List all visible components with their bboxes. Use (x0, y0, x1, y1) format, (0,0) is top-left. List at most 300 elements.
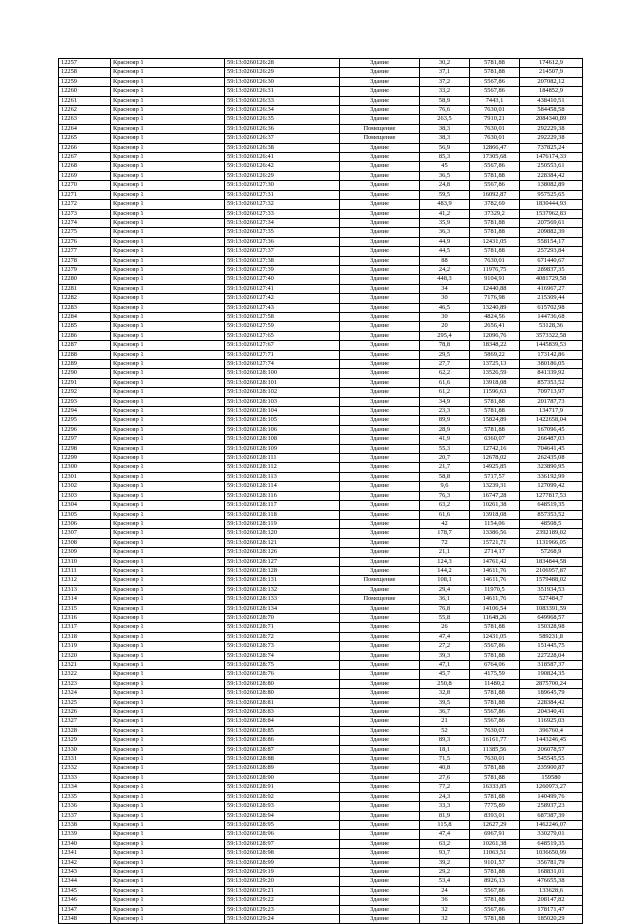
cadastral-value-cell: 206078,57 (520, 745, 583, 754)
cadastral-number-cell: 59:13:0260127:36 (225, 237, 340, 246)
unit-rate-cell: 14925,85 (470, 463, 520, 472)
area-cell: 78,8 (420, 341, 470, 350)
object-type-cell: Здание (340, 256, 420, 265)
unit-rate-cell: 2656,41 (470, 322, 520, 331)
row-number-cell: 12344 (59, 877, 111, 886)
cadastral-value-cell: 476655,38 (520, 877, 583, 886)
row-number-cell: 12325 (59, 698, 111, 707)
row-number-cell: 12265 (59, 134, 111, 143)
cadastral-number-cell: 59:13:0260127:42 (225, 294, 340, 303)
table-row (59, 651, 583, 660)
unit-rate-cell: 5781,88 (470, 171, 520, 180)
municipality-cell: Краснояр 1 (111, 425, 225, 434)
municipality-cell: Краснояр 1 (111, 350, 225, 359)
table-row (59, 134, 583, 143)
cadastral-value-cell: 53128,36 (520, 322, 583, 331)
area-cell: 23,3 (420, 407, 470, 416)
row-number-cell: 12336 (59, 802, 111, 811)
unit-rate-cell: 8393,01 (470, 811, 520, 820)
cadastral-value-cell: 671440,67 (520, 256, 583, 265)
area-cell: 32,8 (420, 689, 470, 698)
municipality-cell: Краснояр 1 (111, 322, 225, 331)
row-number-cell: 12314 (59, 595, 111, 604)
municipality-cell: Краснояр 1 (111, 623, 225, 632)
object-type-cell: Здание (340, 877, 420, 886)
area-cell: 88 (420, 256, 470, 265)
municipality-cell: Краснояр 1 (111, 783, 225, 792)
table-row (59, 839, 583, 848)
cadastral-number-cell: 59:13:0260128:92 (225, 792, 340, 801)
table-row (59, 247, 583, 256)
unit-rate-cell: 16747,28 (470, 491, 520, 500)
object-type-cell: Здание (340, 736, 420, 745)
object-type-cell: Здание (340, 416, 420, 425)
cadastral-value-cell: 215309,44 (520, 294, 583, 303)
row-number-cell: 12257 (59, 59, 111, 68)
unit-rate-cell: 14611,76 (470, 566, 520, 575)
cadastral-number-cell: 59:13:0260128:120 (225, 529, 340, 538)
table-row (59, 237, 583, 246)
cadastral-value-cell: 416967,27 (520, 284, 583, 293)
object-type-cell: Здание (340, 886, 420, 895)
table-row (59, 115, 583, 124)
area-cell: 41,9 (420, 435, 470, 444)
cadastral-value-cell: 57268,9 (520, 548, 583, 557)
municipality-cell: Краснояр 1 (111, 444, 225, 453)
area-cell: 36 (420, 896, 470, 905)
object-type-cell: Здание (340, 642, 420, 651)
table-row (59, 77, 583, 86)
cadastral-number-cell: 59:13:0260126:35 (225, 115, 340, 124)
cadastral-value-cell: 258937,23 (520, 802, 583, 811)
cadastral-value-cell: 1476174,33 (520, 153, 583, 162)
table-row (59, 867, 583, 876)
cadastral-value-cell: 150328,98 (520, 623, 583, 632)
municipality-cell: Краснояр 1 (111, 896, 225, 905)
cadastral-value-cell: 1422658,04 (520, 416, 583, 425)
table-row (59, 369, 583, 378)
table-row (59, 425, 583, 434)
row-number-cell: 12277 (59, 247, 111, 256)
cadastral-value-cell: 1260973,27 (520, 783, 583, 792)
row-number-cell: 12303 (59, 491, 111, 500)
cadastral-number-cell: 59:13:0260127:71 (225, 350, 340, 359)
area-cell: 21,7 (420, 463, 470, 472)
unit-rate-cell: 5567,86 (470, 162, 520, 171)
cadastral-number-cell: 59:13:0260128:106 (225, 425, 340, 434)
object-type-cell: Здание (340, 444, 420, 453)
cadastral-number-cell: 59:13:0260129:20 (225, 877, 340, 886)
object-type-cell: Здание (340, 265, 420, 274)
table-row (59, 143, 583, 152)
table-row (59, 914, 583, 923)
area-cell: 29,2 (420, 867, 470, 876)
object-type-cell: Здание (340, 341, 420, 350)
row-number-cell: 12315 (59, 604, 111, 613)
row-number-cell: 12305 (59, 510, 111, 519)
object-type-cell: Здание (340, 717, 420, 726)
area-cell: 448,3 (420, 275, 470, 284)
unit-rate-cell: 13526,59 (470, 369, 520, 378)
cadastral-value-cell: 227228,04 (520, 651, 583, 660)
table-row (59, 407, 583, 416)
municipality-cell: Краснояр 1 (111, 802, 225, 811)
row-number-cell: 12319 (59, 642, 111, 651)
row-number-cell: 12307 (59, 529, 111, 538)
object-type-cell: Здание (340, 472, 420, 481)
cadastral-number-cell: 59:13:0260127:30 (225, 181, 340, 190)
cadastral-value-cell: 527484,7 (520, 595, 583, 604)
municipality-cell: Краснояр 1 (111, 256, 225, 265)
row-number-cell: 12312 (59, 576, 111, 585)
unit-rate-cell: 11976,75 (470, 265, 520, 274)
cadastral-value-cell: 235900,87 (520, 764, 583, 773)
object-type-cell: Здание (340, 867, 420, 876)
unit-rate-cell: 5781,88 (470, 792, 520, 801)
row-number-cell: 12275 (59, 228, 111, 237)
table-row (59, 510, 583, 519)
unit-rate-cell: 5567,86 (470, 717, 520, 726)
area-cell: 45,7 (420, 670, 470, 679)
cadastral-number-cell: 59:13:0260127:31 (225, 190, 340, 199)
cadastral-number-cell: 59:13:0260127:41 (225, 284, 340, 293)
object-type-cell: Здание (340, 369, 420, 378)
table-row (59, 200, 583, 209)
cadastral-number-cell: 59:13:0260128:116 (225, 491, 340, 500)
table-row (59, 388, 583, 397)
cadastral-value-cell: 841339,92 (520, 369, 583, 378)
unit-rate-cell: 5781,88 (470, 764, 520, 773)
object-type-cell: Здание (340, 247, 420, 256)
municipality-cell: Краснояр 1 (111, 538, 225, 547)
table-row (59, 529, 583, 538)
cadastral-number-cell: 59:13:0260127:40 (225, 275, 340, 284)
object-type-cell: Помещение (340, 124, 420, 133)
cadastral-value-cell: 207082,12 (520, 77, 583, 86)
table-row (59, 595, 583, 604)
area-cell: 20,7 (420, 454, 470, 463)
object-type-cell: Здание (340, 585, 420, 594)
municipality-cell: Краснояр 1 (111, 557, 225, 566)
municipality-cell: Краснояр 1 (111, 482, 225, 491)
unit-rate-cell: 5567,86 (470, 708, 520, 717)
area-cell: 40,8 (420, 764, 470, 773)
area-cell: 29,4 (420, 585, 470, 594)
table-row (59, 717, 583, 726)
municipality-cell: Краснояр 1 (111, 764, 225, 773)
cadastral-value-cell: 857353,52 (520, 510, 583, 519)
cadastral-number-cell: 59:13:0260128:94 (225, 811, 340, 820)
table-row (59, 171, 583, 180)
area-cell: 58,9 (420, 96, 470, 105)
object-type-cell: Здание (340, 914, 420, 923)
cadastral-value-cell: 589231,8 (520, 632, 583, 641)
cadastral-number-cell: 59:13:0260128:85 (225, 726, 340, 735)
unit-rate-cell: 5781,88 (470, 407, 520, 416)
unit-rate-cell: 11063,51 (470, 849, 520, 858)
municipality-cell: Краснояр 1 (111, 416, 225, 425)
object-type-cell: Здание (340, 689, 420, 698)
row-number-cell: 12292 (59, 388, 111, 397)
cadastral-number-cell: 59:13:0260128:87 (225, 745, 340, 754)
cadastral-value-cell: 1277817,53 (520, 491, 583, 500)
table-row (59, 849, 583, 858)
object-type-cell: Здание (340, 463, 420, 472)
table-row (59, 275, 583, 284)
cadastral-value-cell: 289837,35 (520, 265, 583, 274)
cadastral-number-cell: 59:13:0260128:103 (225, 397, 340, 406)
row-number-cell: 12333 (59, 773, 111, 782)
municipality-cell: Краснояр 1 (111, 905, 225, 914)
table-body (59, 59, 583, 924)
area-cell: 44,5 (420, 247, 470, 256)
municipality-cell: Краснояр 1 (111, 651, 225, 660)
property-register-table (58, 58, 583, 924)
municipality-cell: Краснояр 1 (111, 463, 225, 472)
cadastral-value-cell: 615702,98 (520, 303, 583, 312)
table-row (59, 613, 583, 622)
cadastral-value-cell: 1036650,99 (520, 849, 583, 858)
cadastral-value-cell: 380186,05 (520, 360, 583, 369)
cadastral-value-cell: 1834844,58 (520, 557, 583, 566)
table-row (59, 745, 583, 754)
object-type-cell: Здание (340, 181, 420, 190)
cadastral-number-cell: 59:13:0260127:38 (225, 256, 340, 265)
object-type-cell: Здание (340, 378, 420, 387)
unit-rate-cell: 7630,01 (470, 124, 520, 133)
table-row (59, 416, 583, 425)
unit-rate-cell: 7910,21 (470, 115, 520, 124)
cadastral-number-cell: 59:13:0260128:104 (225, 407, 340, 416)
table-row (59, 162, 583, 171)
row-number-cell: 12258 (59, 68, 111, 77)
row-number-cell: 12323 (59, 679, 111, 688)
table-row (59, 736, 583, 745)
row-number-cell: 12324 (59, 689, 111, 698)
unit-rate-cell: 16161,77 (470, 736, 520, 745)
cadastral-number-cell: 59:13:0260127:35 (225, 228, 340, 237)
object-type-cell: Здание (340, 275, 420, 284)
cadastral-value-cell: 257293,84 (520, 247, 583, 256)
area-cell: 63,2 (420, 839, 470, 848)
cadastral-number-cell: 59:13:0260128:112 (225, 463, 340, 472)
municipality-cell: Краснояр 1 (111, 726, 225, 735)
object-type-cell: Здание (340, 661, 420, 670)
row-number-cell: 12272 (59, 200, 111, 209)
cadastral-number-cell: 59:13:0260127:74 (225, 360, 340, 369)
unit-rate-cell: 9101,57 (470, 858, 520, 867)
cadastral-number-cell: 59:13:0260126:29 (225, 171, 340, 180)
cadastral-value-cell: 957525,65 (520, 190, 583, 199)
unit-rate-cell: 2714,17 (470, 548, 520, 557)
object-type-cell: Здание (340, 284, 420, 293)
object-type-cell: Здание (340, 557, 420, 566)
area-cell: 36,1 (420, 595, 470, 604)
municipality-cell: Краснояр 1 (111, 124, 225, 133)
cadastral-number-cell: 59:13:0260129:19 (225, 867, 340, 876)
row-number-cell: 12283 (59, 303, 111, 312)
municipality-cell: Краснояр 1 (111, 228, 225, 237)
unit-rate-cell: 5567,86 (470, 905, 520, 914)
area-cell: 81,9 (420, 811, 470, 820)
table-row (59, 661, 583, 670)
area-cell: 62,2 (420, 369, 470, 378)
municipality-cell: Краснояр 1 (111, 792, 225, 801)
object-type-cell: Здание (340, 905, 420, 914)
cadastral-number-cell: 59:13:0260126:38 (225, 143, 340, 152)
unit-rate-cell: 9104,91 (470, 275, 520, 284)
object-type-cell: Здание (340, 77, 420, 86)
cadastral-number-cell: 59:13:0260129:24 (225, 914, 340, 923)
table-row (59, 322, 583, 331)
cadastral-value-cell: 649968,57 (520, 613, 583, 622)
object-type-cell: Здание (340, 68, 420, 77)
row-number-cell: 12280 (59, 275, 111, 284)
cadastral-number-cell: 59:13:0260128:86 (225, 736, 340, 745)
row-number-cell: 12259 (59, 77, 111, 86)
cadastral-value-cell: 168831,01 (520, 867, 583, 876)
row-number-cell: 12270 (59, 181, 111, 190)
area-cell: 52 (420, 726, 470, 735)
object-type-cell: Здание (340, 491, 420, 500)
area-cell: 59,5 (420, 190, 470, 199)
cadastral-value-cell: 1830444,93 (520, 200, 583, 209)
object-type-cell: Здание (340, 764, 420, 773)
row-number-cell: 12271 (59, 190, 111, 199)
municipality-cell: Краснояр 1 (111, 632, 225, 641)
object-type-cell: Здание (340, 397, 420, 406)
cadastral-value-cell: 134717,9 (520, 407, 583, 416)
object-type-cell: Здание (340, 896, 420, 905)
unit-rate-cell: 5781,88 (470, 228, 520, 237)
table-row (59, 218, 583, 227)
cadastral-value-cell: 133628,6 (520, 886, 583, 895)
unit-rate-cell: 14761,42 (470, 557, 520, 566)
unit-rate-cell: 5781,88 (470, 247, 520, 256)
area-cell: 38,3 (420, 134, 470, 143)
unit-rate-cell: 16092,87 (470, 190, 520, 199)
area-cell: 35,9 (420, 218, 470, 227)
table-row (59, 265, 583, 274)
table-row (59, 886, 583, 895)
object-type-cell: Здание (340, 604, 420, 613)
table-row (59, 679, 583, 688)
area-cell: 76,8 (420, 604, 470, 613)
cadastral-value-cell: 687387,39 (520, 811, 583, 820)
municipality-cell: Краснояр 1 (111, 604, 225, 613)
table-row (59, 802, 583, 811)
row-number-cell: 12322 (59, 670, 111, 679)
table-row (59, 87, 583, 96)
area-cell: 24,2 (420, 265, 470, 274)
object-type-cell: Здание (340, 519, 420, 528)
cadastral-value-cell: 356781,79 (520, 858, 583, 867)
row-number-cell: 12341 (59, 849, 111, 858)
unit-rate-cell: 5781,88 (470, 896, 520, 905)
object-type-cell: Здание (340, 830, 420, 839)
cadastral-number-cell: 59:13:0260127:33 (225, 209, 340, 218)
municipality-cell: Краснояр 1 (111, 294, 225, 303)
area-cell: 71,5 (420, 755, 470, 764)
cadastral-number-cell: 59:13:0260128:128 (225, 566, 340, 575)
table-row (59, 604, 583, 613)
object-type-cell: Здание (340, 811, 420, 820)
municipality-cell: Краснояр 1 (111, 689, 225, 698)
unit-rate-cell: 11385,56 (470, 745, 520, 754)
unit-rate-cell: 13918,08 (470, 378, 520, 387)
object-type-cell: Здание (340, 209, 420, 218)
object-type-cell: Здание (340, 200, 420, 209)
area-cell: 76,6 (420, 106, 470, 115)
table-row (59, 905, 583, 914)
row-number-cell: 12306 (59, 519, 111, 528)
cadastral-number-cell: 59:13:0260128:133 (225, 595, 340, 604)
table-row (59, 68, 583, 77)
unit-rate-cell: 12742,16 (470, 444, 520, 453)
cadastral-number-cell: 59:13:0260128:80 (225, 679, 340, 688)
unit-rate-cell: 7630,01 (470, 726, 520, 735)
municipality-cell: Краснояр 1 (111, 548, 225, 557)
cadastral-number-cell: 59:13:0260128:81 (225, 698, 340, 707)
cadastral-number-cell: 59:13:0260127:37 (225, 247, 340, 256)
unit-rate-cell: 13239,31 (470, 482, 520, 491)
object-type-cell: Здание (340, 59, 420, 68)
municipality-cell: Краснояр 1 (111, 162, 225, 171)
municipality-cell: Краснояр 1 (111, 914, 225, 923)
area-cell: 33,3 (420, 802, 470, 811)
table-row (59, 670, 583, 679)
unit-rate-cell: 12440,88 (470, 284, 520, 293)
area-cell: 33,2 (420, 87, 470, 96)
table-row (59, 341, 583, 350)
row-number-cell: 12313 (59, 585, 111, 594)
cadastral-number-cell: 59:13:0260128:100 (225, 369, 340, 378)
object-type-cell: Здание (340, 331, 420, 340)
municipality-cell: Краснояр 1 (111, 218, 225, 227)
object-type-cell: Здание (340, 407, 420, 416)
municipality-cell: Краснояр 1 (111, 331, 225, 340)
row-number-cell: 12296 (59, 425, 111, 434)
row-number-cell: 12269 (59, 171, 111, 180)
area-cell: 26 (420, 623, 470, 632)
row-number-cell: 12289 (59, 360, 111, 369)
cadastral-number-cell: 59:13:0260128:73 (225, 642, 340, 651)
unit-rate-cell: 13725,13 (470, 360, 520, 369)
table-row (59, 209, 583, 218)
municipality-cell: Краснояр 1 (111, 755, 225, 764)
cadastral-number-cell: 59:13:0260128:91 (225, 783, 340, 792)
cadastral-number-cell: 59:13:0260127:67 (225, 341, 340, 350)
row-number-cell: 12330 (59, 745, 111, 754)
object-type-cell: Здание (340, 425, 420, 434)
municipality-cell: Краснояр 1 (111, 134, 225, 143)
row-number-cell: 12318 (59, 632, 111, 641)
table-row (59, 463, 583, 472)
unit-rate-cell: 12431,05 (470, 632, 520, 641)
area-cell: 44,9 (420, 237, 470, 246)
municipality-cell: Краснояр 1 (111, 670, 225, 679)
area-cell: 47,4 (420, 830, 470, 839)
table-row (59, 576, 583, 585)
object-type-cell: Здание (340, 322, 420, 331)
cadastral-value-cell: 228384,42 (520, 698, 583, 707)
municipality-cell: Краснояр 1 (111, 472, 225, 481)
object-type-cell: Здание (340, 454, 420, 463)
unit-rate-cell: 15721,71 (470, 538, 520, 547)
row-number-cell: 12332 (59, 764, 111, 773)
unit-rate-cell: 11648,26 (470, 613, 520, 622)
unit-rate-cell: 37329,2 (470, 209, 520, 218)
